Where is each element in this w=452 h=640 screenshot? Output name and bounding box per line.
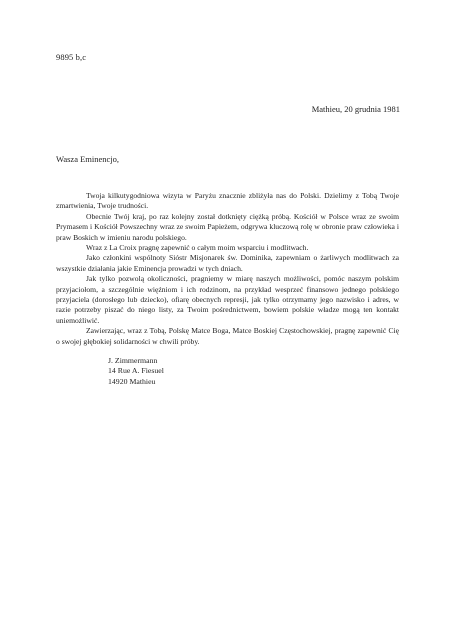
- signature-street: 14 Rue A. Fiesuel: [108, 366, 164, 376]
- reference-number: 9895 b,c: [56, 52, 87, 62]
- signature-name: J. Zimmermann: [108, 356, 158, 365]
- salutation: Wasza Eminencjo,: [56, 154, 120, 164]
- paragraph-5: Jak tylko pozwolą okoliczności, pragniemy w miarę naszych możliwości, pomóc naszym polskim przyjaciołom, a szczególnie więźniom i ich rodzinom, na przykład wesprzeć finansowo jednego polskiego przyjaciela (dorosłego lub dziecko), ofiarę obecnych represji, jak tylko otrzymamy jego nazwisko i adres, w razie potrzeby piszać do niego listy, za Twoim pośrednictwem, bowiem polskie władze mogą ten kontakt uniemożliwić.: [56, 274, 399, 325]
- paragraph-1: Twoja kilkutygodniowa wizyta w Paryżu znacznie zbliżyła nas do Polski. Dzielimy z Tobą Twoje zmartwienia, Twoje trudności.: [56, 191, 399, 211]
- signature-block: [108, 356, 164, 387]
- paragraph-4: Jako członkini wspólnoty Sióstr Misjonarek św. Dominika, zapewniam o żarliwych modlitwach za wszystkie działania jakie Eminencja prowadzi w tych dniach.: [56, 253, 399, 273]
- paragraph-3: Wraz z La Croix pragnę zapewnić o całym moim wsparciu i modlitwach.: [86, 243, 309, 253]
- letter-date: Mathieu, 20 grudnia 1981: [311, 104, 400, 114]
- letter-body: [56, 191, 399, 347]
- signature-city: 14920 Mathieu: [108, 376, 156, 386]
- paragraph-6: Zawierzając, wraz z Tobą, Polskę Matce Boga, Matce Boskiej Częstochowskiej, pragnę zapewnić Cię o swojej głębokiej solidarności w chwili próby.: [56, 326, 399, 346]
- paragraph-2: Obecnie Twój kraj, po raz kolejny został dotknięty ciężką próbą. Kościół w Polsce wraz ze swoim Prymasem i Kościół Powszechny wraz ze swoim Papieżem, odgrywa kluczową rolę w obronie praw człowieka i praw Boskich w imieniu narodu polskiego.: [56, 211, 399, 242]
